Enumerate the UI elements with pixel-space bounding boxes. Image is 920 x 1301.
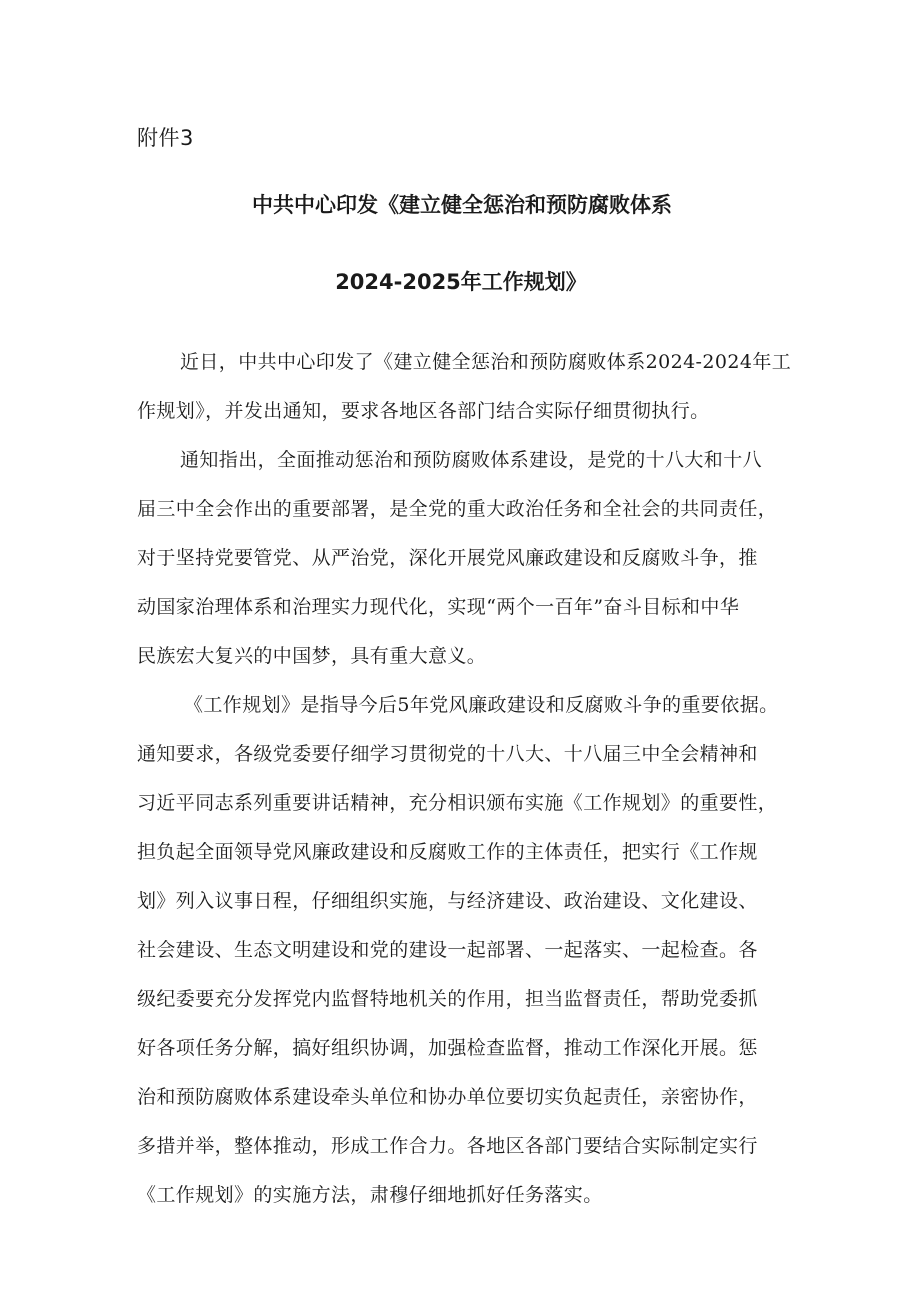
paragraph-3-line-5: 划》列入议事日程，仔细组织实施，与经济建设、政治建设、文化建设、 — [137, 890, 758, 912]
paragraph-2-line-5: 民族宏大复兴的中国梦，具有重大意义。 — [137, 645, 487, 667]
paragraph-3-line-11: 《工作规划》的实施方法，肃穆仔细地抓好任务落实。 — [137, 1184, 603, 1206]
paragraph-3-line-10: 多措并举，整体推动，形成工作合力。各地区各部门要结合实际制定实行 — [137, 1135, 758, 1157]
paragraph-2-line-3: 对于坚持党要管党、从严治党，深化开展党风廉政建设和反腐败斗争，推 — [137, 547, 758, 569]
paragraph-3-line-4: 担负起全面领导党风廉政建设和反腐败工作的主体责任，把实行《工作规 — [137, 841, 758, 863]
paragraph-1-line-2: 作规划》，并发出通知，要求各地区各部门结合实际仔细贯彻执行。 — [137, 400, 710, 422]
paragraph-3-line-9: 治和预防腐败体系建设牵头单位和协办单位要切实负起责任，亲密协作， — [137, 1086, 758, 1108]
paragraph-2-line-2: 届三中全会作出的重要部署，是全党的重大政治任务和全社会的共同责任， — [137, 498, 778, 520]
document-title-line-1: 中共中心印发《建立健全惩治和预防腐败体系 — [252, 193, 672, 217]
paragraph-3-line-1: 《工作规划》是指导今后5年党风廉政建设和反腐败斗争的重要依据。 — [184, 694, 779, 716]
paragraph-3-line-8: 好各项任务分解，搞好组织协调，加强检查监督，推动工作深化开展。惩 — [137, 1037, 758, 1059]
paragraph-2-line-1: 通知指出，全面推动惩治和预防腐败体系建设，是党的十八大和十八 — [180, 449, 763, 471]
paragraph-3-line-7: 级纪委要充分发挥党内监督特地机关的作用，担当监督责任，帮助党委抓 — [137, 988, 758, 1010]
paragraph-1-line-1: 近日，中共中心印发了《建立健全惩治和预防腐败体系2024-2024年工 — [180, 351, 792, 373]
paragraph-3-line-3: 习近平同志系列重要讲话精神，充分相识颁布实施《工作规划》的重要性， — [137, 792, 778, 814]
paragraph-3-line-2: 通知要求，各级党委要仔细学习贯彻党的十八大、十八届三中全会精神和 — [137, 743, 758, 765]
paragraph-2-line-4: 动国家治理体系和治理实力现代化，实现“两个一百年”奋斗目标和中华 — [137, 596, 740, 618]
document-title-line-2: 2024-2025年工作规划》 — [335, 270, 587, 294]
paragraph-3-line-6: 社会建设、生态文明建设和党的建设一起部署、一起落实、一起检查。各 — [137, 939, 758, 961]
attachment-label: 附件3 — [137, 126, 194, 150]
